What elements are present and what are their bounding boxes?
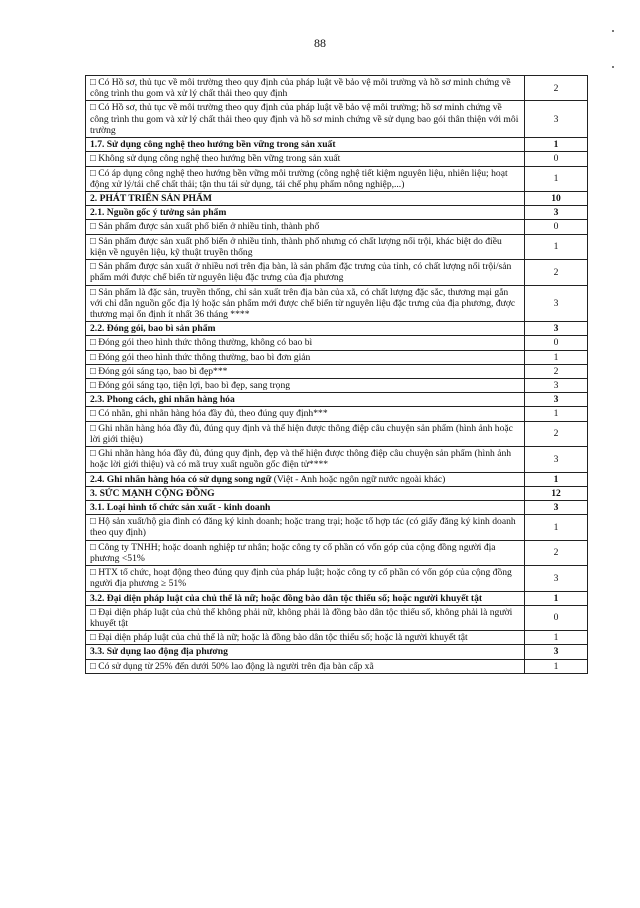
score-cell: 0 (525, 336, 588, 350)
criterion-label: 1.7. Sử dụng công nghệ theo hướng bền vững trong sản xuất (90, 139, 336, 151)
criterion-row (86, 659, 588, 673)
criterion-label: □ Không sử dụng công nghệ theo hướng bền vững trong sản xuất (90, 153, 341, 165)
criterion-label: □ Ghi nhãn hàng hóa đầy đủ, đúng quy định và thể hiện được thông điệp câu chuyện sản phẩm (hình ảnh hoặc lời giới thiệu) (90, 422, 513, 445)
score-cell: 1 (525, 631, 588, 645)
criterion-label: □ Đại diện pháp luật của chủ thể không phải nữ, không phải là đồng bào dân tộc thiểu số, không phải là người khuyết tật (90, 606, 513, 629)
criterion-label: 3. SỨC MẠNH CỘNG ĐỒNG (90, 487, 215, 499)
criterion-row (86, 350, 588, 364)
criterion-label: □ Sản phẩm được sản xuất phổ biến ở nhiều tỉnh, thành phố nhưng có chất lượng nổi trội, khác biệt do điều kiện về nguyên liệu, kỹ thuật truyền thống (90, 235, 502, 258)
criterion-label: 2.1. Nguồn gốc ý tưởng sản phẩm (90, 207, 227, 219)
page-number: 88 (314, 36, 326, 50)
criterion-label: 3.2. Đại diện pháp luật của chủ thể là nữ; hoặc đồng bào dân tộc thiểu số; hoặc người khuyết tật (90, 592, 483, 604)
criterion-row (86, 260, 588, 285)
criterion-label: □ Có sử dụng từ 25% đến dưới 50% lao động là người trên địa bàn cấp xã (90, 660, 374, 672)
criterion-text (86, 138, 525, 152)
criterion-text (86, 364, 525, 378)
subsection-row (86, 322, 588, 336)
criterion-row (86, 540, 588, 565)
criterion-label: 3.3. Sử dụng lao động địa phương (90, 646, 228, 658)
criterion-text (86, 472, 525, 486)
criterion-text (86, 591, 525, 605)
score-cell: 2 (525, 540, 588, 565)
score-cell: 0 (525, 605, 588, 630)
criterion-row (86, 605, 588, 630)
criterion-note: (Việt - Anh hoặc ngôn ngữ nước ngoài khác) (271, 473, 446, 485)
subsection-row (86, 472, 588, 486)
criterion-row (86, 76, 588, 101)
criterion-row (86, 515, 588, 540)
criterion-text (86, 645, 525, 659)
criterion-row (86, 152, 588, 166)
score-cell: 3 (525, 645, 588, 659)
scan-mark (612, 66, 614, 68)
criterion-text (86, 407, 525, 421)
score-cell: 1 (525, 234, 588, 259)
criterion-row (86, 234, 588, 259)
criterion-label: □ Công ty TNHH; hoặc doanh nghiệp tư nhân; hoặc công ty cổ phần có vốn góp của cộng đồng người địa phương <51% (90, 541, 496, 564)
criterion-text (86, 421, 525, 446)
subsection-row (86, 393, 588, 407)
criterion-row (86, 336, 588, 350)
score-cell: 3 (525, 566, 588, 591)
score-cell: 0 (525, 220, 588, 234)
criterion-label: □ Đóng gói theo hình thức thông thường, bao bì đơn giản (90, 351, 311, 363)
criterion-label: □ HTX tổ chức, hoạt động theo đúng quy định của pháp luật; hoặc công ty cổ phần có vốn góp của cộng đồng người địa phương ≥ 51% (90, 567, 512, 590)
score-cell: 1 (525, 472, 588, 486)
criterion-row (86, 631, 588, 645)
criterion-label: □ Ghi nhãn hàng hóa đầy đủ, đúng quy định, đẹp và thể hiện được thông điệp câu chuyện sản phẩm (hình ảnh hoặc lời giới thiệu) và có mã truy xuất nguồn gốc điện tử**** (90, 448, 512, 471)
score-cell: 10 (525, 191, 588, 205)
score-cell: 3 (525, 322, 588, 336)
criterion-text (86, 447, 525, 472)
score-cell: 3 (525, 393, 588, 407)
criterion-label: □ Đại diện pháp luật của chủ thể là nữ; hoặc là đồng bào dân tộc thiểu số; hoặc là người khuyết tật (90, 632, 468, 644)
subsection-row (86, 645, 588, 659)
score-cell: 3 (525, 206, 588, 220)
scoring-table-body (86, 76, 588, 674)
score-cell: 3 (525, 447, 588, 472)
score-cell: 1 (525, 659, 588, 673)
criterion-text (86, 631, 525, 645)
criterion-text (86, 515, 525, 540)
criterion-text (86, 566, 525, 591)
score-cell: 1 (525, 350, 588, 364)
criterion-row (86, 379, 588, 393)
criterion-label: □ Có áp dụng công nghệ theo hướng bền vững môi trường (công nghệ tiết kiệm nguyên liệu, nhiên liệu; hoạt động xử lý/tái chế chất thải; tận thu tái sử dụng, tái chế phụ phẩm nông nghiệp,...) (90, 167, 508, 190)
criterion-label: □ Sản phẩm là đặc sản, truyền thống, chỉ sản xuất trên địa bàn của xã, có chất lượng đặc sắc, thương mại gắn với chỉ dẫn nguồn gốc địa lý hoặc sản phẩm mới được chế biến từ nguyên liệu đặc trưng của địa phương, được thương mại ổn định ít nhất 36 tháng **** (90, 286, 516, 320)
section-row (86, 191, 588, 205)
criterion-text (86, 234, 525, 259)
score-cell: 1 (525, 515, 588, 540)
criterion-label: □ Sản phẩm được sản xuất ở nhiều nơi trên địa bàn, là sản phẩm đặc trưng của tỉnh, có chất lượng nổi trội/sản phẩm mới được chế biến từ nguyên liệu đặc trưng của địa phương (90, 261, 512, 284)
score-cell: 2 (525, 76, 588, 101)
criterion-row (86, 447, 588, 472)
criterion-text (86, 379, 525, 393)
criterion-label: □ Đóng gói sáng tạo, tiện lợi, bao bì đẹp, sang trọng (90, 380, 291, 392)
criterion-row (86, 566, 588, 591)
subsection-row (86, 138, 588, 152)
criterion-label: 2.2. Đóng gói, bao bì sản phẩm (90, 323, 216, 335)
criterion-label: 2. PHÁT TRIỂN SẢN PHẨM (90, 192, 212, 204)
subsection-row (86, 591, 588, 605)
score-cell: 1 (525, 591, 588, 605)
score-cell: 0 (525, 152, 588, 166)
criterion-label: □ Có Hồ sơ, thủ tục về môi trường theo quy định của pháp luật về bảo vệ môi trường và hồ sơ minh chứng về công trình thu gom và xử lý chất thải theo quy định (90, 77, 511, 100)
criterion-row (86, 101, 588, 138)
criterion-text (86, 336, 525, 350)
score-cell: 2 (525, 421, 588, 446)
scan-mark (612, 30, 614, 32)
score-cell: 2 (525, 364, 588, 378)
criterion-label: 3.1. Loại hình tổ chức sản xuất - kinh doanh (90, 502, 271, 513)
criterion-text (86, 605, 525, 630)
criterion-label: □ Có Hồ sơ, thủ tục về môi trường theo quy định của pháp luật về bảo vệ môi trường; hồ sơ minh chứng về công trình thu gom và xử lý chất thải theo quy định và hồ sơ minh chứng về sử dụng bao gói thân thiện với môi trường (90, 102, 519, 136)
subsection-row (86, 206, 588, 220)
score-cell: 3 (525, 101, 588, 138)
criterion-text (86, 76, 525, 101)
score-cell: 1 (525, 407, 588, 421)
criterion-text (86, 166, 525, 191)
criterion-label: □ Đóng gói theo hình thức thông thường, không có bao bì (90, 337, 313, 349)
score-cell: 2 (525, 260, 588, 285)
criterion-text (86, 285, 525, 322)
criterion-text (86, 101, 525, 138)
criterion-label: 2.3. Phong cách, ghi nhãn hàng hóa (90, 394, 235, 406)
subsection-row (86, 501, 588, 515)
criterion-row (86, 166, 588, 191)
score-cell: 3 (525, 379, 588, 393)
score-cell: 1 (525, 138, 588, 152)
criterion-label: □ Sản phẩm được sản xuất phổ biến ở nhiều tỉnh, thành phố (90, 221, 320, 233)
score-cell: 12 (525, 486, 588, 500)
score-cell: 3 (525, 501, 588, 515)
criterion-row (86, 285, 588, 322)
criterion-label: 2.4. Ghi nhãn hàng hóa có sử dụng song ngữ (90, 473, 272, 485)
criterion-text (86, 501, 525, 515)
criterion-text (86, 220, 525, 234)
criterion-row (86, 364, 588, 378)
scoring-table (85, 75, 588, 674)
criterion-text (86, 152, 525, 166)
criterion-text (86, 393, 525, 407)
criterion-text (86, 206, 525, 220)
criterion-text (86, 191, 525, 205)
criterion-row (86, 421, 588, 446)
criterion-text (86, 350, 525, 364)
score-cell: 1 (525, 166, 588, 191)
criterion-label: □ Đóng gói sáng tạo, bao bì đẹp*** (90, 365, 228, 377)
criterion-text (86, 659, 525, 673)
criterion-label: □ Hộ sản xuất/hộ gia đình có đăng ký kinh doanh; hoặc trang trại; hoặc tổ hợp tác (có giấy đăng ký kinh doanh theo quy định) (90, 516, 516, 539)
criterion-text (86, 260, 525, 285)
criterion-text (86, 322, 525, 336)
criterion-row (86, 407, 588, 421)
criterion-label: □ Có nhãn, ghi nhãn hàng hóa đầy đủ, theo đúng quy định*** (90, 408, 328, 420)
criterion-text (86, 486, 525, 500)
section-row (86, 486, 588, 500)
criterion-row (86, 220, 588, 234)
criterion-text (86, 540, 525, 565)
score-cell: 3 (525, 285, 588, 322)
